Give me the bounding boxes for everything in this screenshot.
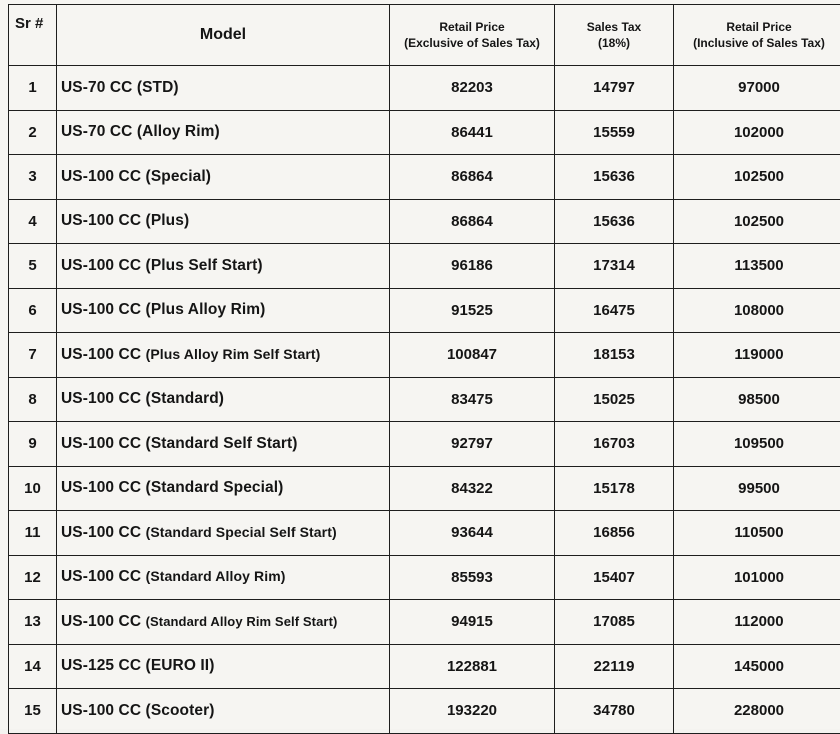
header-sales-tax	[555, 5, 674, 66]
header-retail-exclusive-line1: Retail Price	[390, 19, 554, 35]
cell-retail-inclusive: 98500	[674, 377, 840, 422]
model-name: US-100 CC (Plus Alloy Rim)	[61, 301, 265, 318]
cell-model	[57, 333, 390, 378]
cell-sr: 4	[9, 199, 57, 244]
cell-retail-inclusive: 145000	[674, 644, 840, 689]
table-row	[9, 244, 840, 289]
cell-retail-exclusive: 93644	[390, 511, 555, 556]
model-name: US-70 CC (STD)	[61, 79, 179, 96]
cell-retail-exclusive: 193220	[390, 689, 555, 734]
cell-sales-tax: 15559	[555, 110, 674, 155]
cell-retail-inclusive: 102000	[674, 110, 840, 155]
cell-sr: 11	[9, 511, 57, 556]
cell-model	[57, 555, 390, 600]
header-retail-exclusive-line2: (Exclusive of Sales Tax)	[390, 35, 554, 51]
cell-sales-tax: 15636	[555, 155, 674, 200]
table-row	[9, 288, 840, 333]
header-retail-exclusive	[390, 5, 555, 66]
cell-sales-tax: 16856	[555, 511, 674, 556]
header-retail-inclusive	[674, 5, 840, 66]
cell-sales-tax: 34780	[555, 689, 674, 734]
model-name: US-70 CC (Alloy Rim)	[61, 123, 220, 140]
model-name: US-100 CC (Plus Self Start)	[61, 257, 263, 274]
cell-sr: 8	[9, 377, 57, 422]
cell-retail-inclusive: 108000	[674, 288, 840, 333]
cell-retail-exclusive: 122881	[390, 644, 555, 689]
header-model: Model	[57, 5, 390, 66]
cell-sales-tax: 16475	[555, 288, 674, 333]
cell-model	[57, 689, 390, 734]
model-name: US-100 CC	[61, 524, 146, 541]
cell-retail-inclusive: 99500	[674, 466, 840, 511]
model-suffix: (Standard Alloy Rim)	[146, 568, 286, 584]
table-row	[9, 600, 840, 645]
cell-sr: 2	[9, 110, 57, 155]
cell-model	[57, 155, 390, 200]
header-sales-tax-line2: (18%)	[555, 35, 673, 51]
model-name: US-100 CC (Standard Special)	[61, 479, 283, 496]
table-row	[9, 155, 840, 200]
model-suffix: (Plus Alloy Rim Self Start)	[146, 346, 321, 362]
table-row	[9, 199, 840, 244]
header-sales-tax-line1: Sales Tax	[555, 19, 673, 35]
table-row	[9, 511, 840, 556]
cell-retail-inclusive: 101000	[674, 555, 840, 600]
cell-sales-tax: 22119	[555, 644, 674, 689]
model-suffix: (Standard Alloy Rim Self Start)	[146, 614, 338, 629]
cell-retail-exclusive: 86864	[390, 155, 555, 200]
cell-sales-tax: 15407	[555, 555, 674, 600]
cell-sr: 3	[9, 155, 57, 200]
model-name: US-100 CC (Standard Self Start)	[61, 435, 298, 452]
model-name: US-100 CC	[61, 613, 146, 630]
cell-retail-inclusive: 97000	[674, 66, 840, 111]
header-sr: Sr #	[9, 5, 57, 66]
cell-retail-inclusive: 112000	[674, 600, 840, 645]
cell-retail-inclusive: 102500	[674, 155, 840, 200]
cell-sr: 13	[9, 600, 57, 645]
cell-model	[57, 66, 390, 111]
cell-model	[57, 422, 390, 467]
table-row	[9, 422, 840, 467]
cell-retail-inclusive: 109500	[674, 422, 840, 467]
table-row	[9, 689, 840, 734]
cell-retail-exclusive: 91525	[390, 288, 555, 333]
cell-retail-exclusive: 100847	[390, 333, 555, 378]
header-retail-inclusive-line2: (Inclusive of Sales Tax)	[674, 35, 840, 51]
model-name: US-100 CC (Plus)	[61, 212, 189, 229]
cell-sales-tax: 15636	[555, 199, 674, 244]
cell-retail-exclusive: 86864	[390, 199, 555, 244]
cell-model	[57, 466, 390, 511]
model-suffix: (Standard Special Self Start)	[146, 524, 337, 540]
cell-sr: 7	[9, 333, 57, 378]
cell-sr: 12	[9, 555, 57, 600]
cell-sr: 5	[9, 244, 57, 289]
model-name: US-100 CC (Special)	[61, 168, 211, 185]
model-name: US-100 CC (Scooter)	[61, 702, 215, 719]
cell-sr: 14	[9, 644, 57, 689]
table-row	[9, 333, 840, 378]
cell-retail-exclusive: 83475	[390, 377, 555, 422]
model-name: US-100 CC	[61, 346, 146, 363]
cell-sales-tax: 15025	[555, 377, 674, 422]
table-row	[9, 377, 840, 422]
cell-model	[57, 644, 390, 689]
table-row	[9, 66, 840, 111]
cell-sales-tax: 15178	[555, 466, 674, 511]
cell-sales-tax: 18153	[555, 333, 674, 378]
cell-sr: 6	[9, 288, 57, 333]
cell-sales-tax: 17085	[555, 600, 674, 645]
cell-retail-exclusive: 92797	[390, 422, 555, 467]
cell-sr: 1	[9, 66, 57, 111]
cell-model	[57, 377, 390, 422]
price-table	[8, 4, 840, 734]
model-name: US-125 CC (EURO II)	[61, 657, 214, 674]
cell-retail-inclusive: 113500	[674, 244, 840, 289]
header-retail-inclusive-line1: Retail Price	[674, 19, 840, 35]
cell-model	[57, 244, 390, 289]
cell-sales-tax: 17314	[555, 244, 674, 289]
cell-retail-inclusive: 228000	[674, 689, 840, 734]
model-name: US-100 CC (Standard)	[61, 390, 224, 407]
table-header-row	[9, 5, 840, 66]
cell-retail-exclusive: 85593	[390, 555, 555, 600]
cell-retail-inclusive: 102500	[674, 199, 840, 244]
cell-model	[57, 288, 390, 333]
cell-retail-inclusive: 119000	[674, 333, 840, 378]
cell-model	[57, 511, 390, 556]
table-row	[9, 644, 840, 689]
model-name: US-100 CC	[61, 568, 146, 585]
cell-model	[57, 600, 390, 645]
cell-sr: 10	[9, 466, 57, 511]
cell-retail-inclusive: 110500	[674, 511, 840, 556]
table-row	[9, 466, 840, 511]
cell-sales-tax: 16703	[555, 422, 674, 467]
cell-retail-exclusive: 82203	[390, 66, 555, 111]
cell-model	[57, 110, 390, 155]
cell-retail-exclusive: 86441	[390, 110, 555, 155]
table-row	[9, 110, 840, 155]
cell-retail-exclusive: 96186	[390, 244, 555, 289]
cell-retail-exclusive: 94915	[390, 600, 555, 645]
cell-sr: 15	[9, 689, 57, 734]
cell-retail-exclusive: 84322	[390, 466, 555, 511]
cell-sr: 9	[9, 422, 57, 467]
table-row	[9, 555, 840, 600]
cell-model	[57, 199, 390, 244]
cell-sales-tax: 14797	[555, 66, 674, 111]
